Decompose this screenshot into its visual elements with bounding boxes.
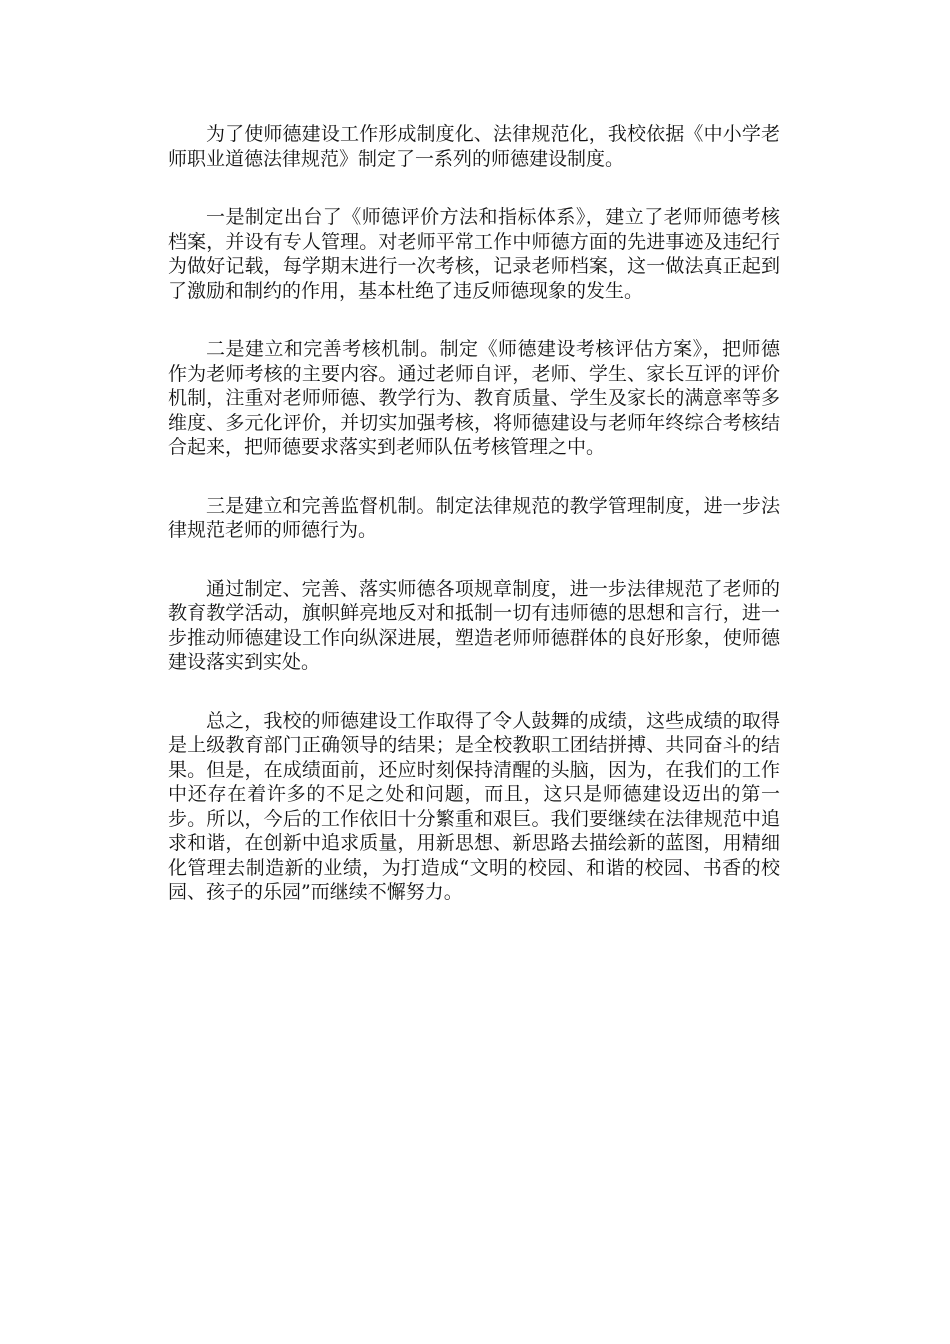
document-body: [168, 122, 780, 939]
paragraph-regulations: 通过制定、完善、落实师德各项规章制度，进一步法律规范了老师的教育教学活动，旗帜鲜亮地反对和抵制一切有违师德的思想和言行，进一步推动师德建设工作向纵深进展，塑造老师师德群体的良好形象，使师德建设落实到实处。: [168, 577, 780, 673]
paragraph-supervision-mechanism: 三是建立和完善监督机制。制定法律规范的教学管理制度，进一步法律规范老师的师德行为。: [168, 494, 780, 541]
paragraph-assessment-mechanism: 二是建立和完善考核机制。制定《师德建设考核评估方案》，把师德作为老师考核的主要内容。通过老师自评，老师、学生、家长互评的评价机制，注重对老师师德、教学行为、教育质量、学生及家长的满意率等多维度、多元化评价，并切实加强考核，将师德建设与老师年终综合考核结合起来，把师德要求落实到老师队伍考核管理之中。: [168, 338, 780, 458]
paragraph-intro: 为了使师德建设工作形成制度化、法律规范化，我校依据《中小学老师职业道德法律规范》制定了一系列的师德建设制度。: [168, 123, 780, 170]
paragraph-conclusion: 总之，我校的师德建设工作取得了令人鼓舞的成绩，这些成绩的取得是上级教育部门正确领导的结果；是全校教职工团结拼搏、共同奋斗的结果。但是，在成绩面前，还应时刻保持清醒的头脑，因为，在我们的工作中还存在着许多的不足之处和问题，而且，这只是师德建设迈出的第一步。所以，今后的工作依旧十分繁重和艰巨。我们要继续在法律规范中追求和谐，在创新中追求质量，用新思想、新思路去描绘新的蓝图，用精细化管理去制造新的业绩，为打造成“文明的校园、和谐的校园、书香的校园、孩子的乐园”而继续不懈努力。: [168, 709, 780, 903]
paragraph-evaluation-system: 一是制定出台了《师德评价方法和指标体系》，建立了老师师德考核档案，并设有专人管理。对老师平常工作中师德方面的先进事迹及违纪行为做好记载，每学期末进行一次考核，记录老师档案，这一做法真正起到了激励和制约的作用，基本杜绝了违反师德现象的发生。: [168, 206, 780, 302]
